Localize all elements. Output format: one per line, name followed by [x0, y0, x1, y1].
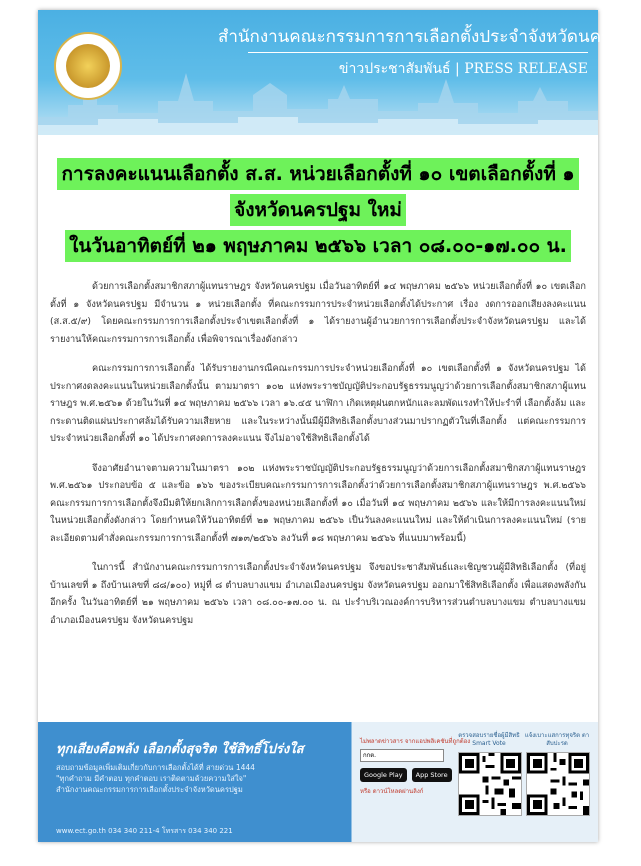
- paragraph-4: ในการนี้ สำนักงานคณะกรรมการการเลือกตั้งประจำจังหวัดนครปฐม จึงขอประชาสัมพันธ์และเชิญชวนผู้มีสิทธิเลือกตั้ง (ที่อยู่บ้านเลขที่ ๑ ถึงบ้านเลขที่ ๘๘/๑๐๐) หมู่ที่ ๘ ตำบลบางแขม อำเภอเมืองนครปฐม จังหวัดนครปฐม ออกมาใช้สิทธิเลือกตั้ง เพื่อแสดงพลังกันอีกครั้ง ในวันอาทิตย์ที่ ๒๑ พฤษภาคม ๒๕๖๖ เวลา ๐๘.๐๐-๑๗.๐๐ น. ณ ปะรำบริเวณองค์การบริหารส่วนตำบลบางแขม ตำบลบางแขม อำเภอเมืองนครปฐม จังหวัดนครปฐม: [50, 562, 586, 626]
- hotline-text: สอบถามข้อมูลเพิ่มเติมเกี่ยวกับการเลือกตั้งได้ที่ สายด่วน 1444: [56, 763, 255, 772]
- headline-text-3: ในวันอาทิตย์ที่ ๒๑ พฤษภาคม ๒๕๖๖ เวลา ๐๘.๐๐-๑๗.๐๐ น.: [65, 230, 571, 262]
- headline-line-2: [38, 194, 598, 226]
- paragraph-3: จึงอาศัยอำนาจตามความในมาตรา ๑๐๒ แห่งพระราชบัญญัติประกอบรัฐธรรมนูญว่าด้วยการเลือกตั้งสมาชิกสภาผู้แทนราษฎร พ.ศ.๒๕๖๑ ประกอบข้อ ๕ และข้อ ๑๖๖ ของระเบียบคณะกรรมการการเลือกตั้งว่าด้วยการเลือกตั้งสมาชิกสภาผู้แทนราษฎร พ.ศ.๒๕๖๖ คณะกรรมการการเลือกตั้งจึงมีมติให้ยกเลิกการเลือกตั้งของหน่วยเลือกตั้งที่ ๑๐ เมื่อวันที่ ๑๔ พฤษภาคม ๒๕๖๖ และให้มีการลงคะแนนใหม่ในหน่วยเลือกตั้งดังกล่าว โดยกำหนดให้วันอาทิตย์ที่ ๒๑ พฤษภาคม ๒๕๖๖ เป็นวันลงคะแนนใหม่ และให้ดำเนินการลงคะแนนใหม่ (รายละเอียดตามคำสั่งคณะกรรมการการเลือกตั้งที่ ๗๑๓/๒๕๖๖ ลงวันที่ ๑๘ พฤษภาคม ๒๕๖๖ ที่แนบมาพร้อมนี้): [50, 462, 586, 544]
- body-text: [50, 278, 586, 641]
- paragraph-2: คณะกรรมการการเลือกตั้ง ได้รับรายงานกรณีคณะกรรมการประจำหน่วยเลือกตั้งที่ ๑๐ เขตเลือกตั้งที่ ๑ จังหวัดนครปฐม ได้ประกาศงดลงคะแนนในหน่วยเลือกตั้งนั้น ตามมาตรา ๑๐๒ แห่งพระราชบัญญัติประกอบรัฐธรรมนูญว่าด้วยการเลือกตั้งสมาชิกสภาผู้แทนราษฎร พ.ศ.๒๕๖๑ ด้วยในวันที่ ๑๔ พฤษภาคม ๒๕๖๖ เวลา ๑๖.๔๕ นาฬิกา เกิดเหตุฝนตกหนักและลมพัดแรงทำให้ปะรำที่ เลือกตั้งล้ม และกระดานติดแผ่นประกาศล้มได้รับความเสียหาย และในระหว่างนั้นมีผู้มีสิทธิเลือกตั้งบางส่วนมาปรากฏตัวในที่เลือกตั้ง แต่คณะกรรมการประจำหน่วยเลือกตั้งที่ ๑๐ ได้ประกาศงดการลงคะแนน จึงไม่อาจใช้สิทธิเลือกตั้งได้: [50, 363, 586, 444]
- ta-sapparod-qr-code[interactable]: [526, 752, 590, 816]
- ta-sapparod-label: แจ้งเบาะแสการทุจริต ตาสับปะรด: [524, 732, 590, 747]
- paragraph-1: ด้วยการเลือกตั้งสมาชิกสภาผู้แทนราษฎร จังหวัดนครปฐม เมื่อวันอาทิตย์ที่ ๑๔ พฤษภาคม ๒๕๖๖ หน่วยเลือกตั้งที่ ๑๐ เขตเลือกตั้งที่ ๑ จังหวัดนครปฐม มีจำนวน ๑ หน่วยเลือกตั้ง ที่คณะกรรมการประจำหน่วยเลือกตั้งได้ประกาศ เรื่อง งดการออกเสียงลงคะแนน (ส.ส.๕/๙) โดยคณะกรรมการการเลือกตั้งประจำเขตเลือกตั้งที่ ๑ ได้รายงานผู้อำนวยการการเลือกตั้งประจำจังหวัดนครปฐม และได้รายงานให้คณะกรรมการการเลือกตั้ง เพื่อพิจารณาเรื่องดังกล่าว: [50, 281, 586, 345]
- press-release-label: ข่าวประชาสัมพันธ์ | PRESS RELEASE: [338, 61, 588, 77]
- org-title: สำนักงานคณะกรรมการการเลือกตั้งประจำจังหวัดนครปฐม: [218, 27, 641, 47]
- smart-vote-label: ตรวจสอบรายชื่อผู้มีสิทธิ Smart Vote: [458, 732, 520, 747]
- headline-text-1: การลงคะแนนเลือกตั้ง ส.ส. หน่วยเลือกตั้งที่ ๑๐ เขตเลือกตั้งที่ ๑: [57, 158, 578, 190]
- footer-info: [56, 762, 255, 795]
- app-promo-text: ไม่พลาดข่าวสาร จากแอปพลิเคชันที่ถูกต้อง: [360, 738, 471, 745]
- app-download-link-text: หรือ ดาวน์โหลดผ่านลิงก์: [360, 788, 424, 795]
- headline-text-2: จังหวัดนครปฐม ใหม่: [230, 194, 406, 226]
- app-search-box: กกต.: [360, 749, 444, 762]
- headline-line-3: [38, 230, 598, 262]
- footer-contact: www.ect.go.th 034 340 211-4 โทรสาร 034 340 221: [56, 827, 233, 835]
- app-store-button[interactable]: App Store: [412, 768, 452, 782]
- app-download-box: [360, 736, 471, 832]
- footer-banner: [38, 722, 598, 842]
- press-release-document: [38, 10, 641, 842]
- headline-line-1: [38, 158, 598, 190]
- header-banner: [38, 10, 641, 135]
- google-play-button[interactable]: Google Play: [360, 768, 407, 782]
- hotline-quote: "ทุกคำถาม มีคำตอบ ทุกคำตอบ เราติดตามด้วยความใส่ใจ": [56, 774, 247, 783]
- footer-slogan: ทุกเสียงคือพลัง เลือกตั้งสุจริต ใช้สิทธิ์โปร่งใส: [56, 742, 304, 757]
- smart-vote-qr-code[interactable]: [458, 752, 522, 816]
- office-name: สำนักงานคณะกรรมการการเลือกตั้งประจำจังหวัดนครปฐม: [56, 785, 243, 794]
- ect-logo: [54, 32, 122, 100]
- header-divider: [248, 52, 588, 53]
